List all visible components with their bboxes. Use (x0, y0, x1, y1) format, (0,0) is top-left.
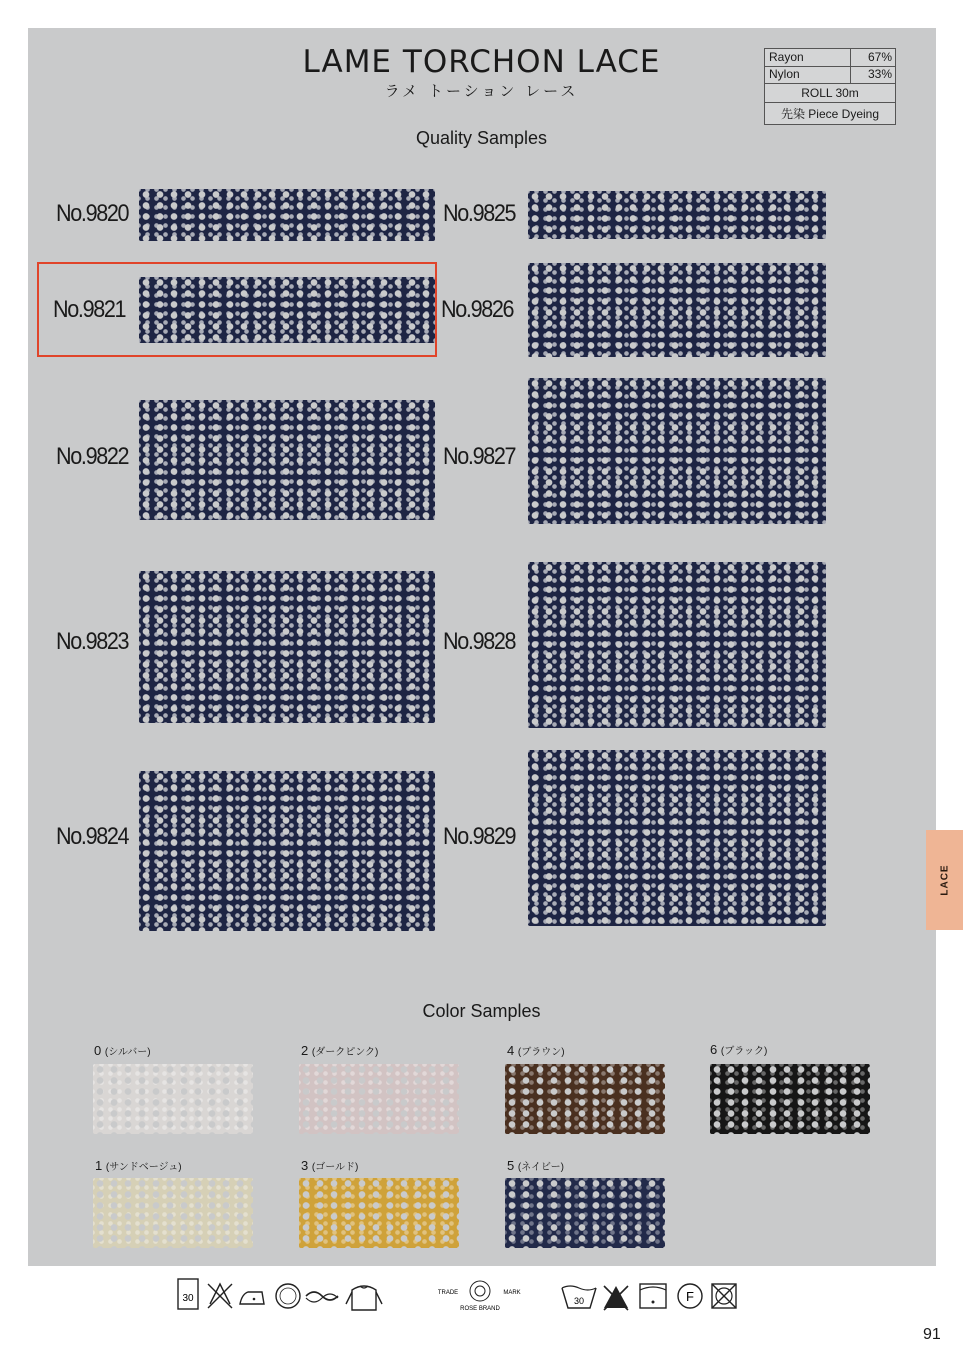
color-swatch-5 (505, 1178, 665, 1248)
lace-sample-9826 (528, 263, 826, 357)
color-name: (シルバー) (104, 1047, 151, 1058)
lace-sample-9823 (139, 571, 435, 723)
lace-sample-9821 (139, 277, 435, 343)
color-samples-heading: Color Samples (422, 1001, 541, 1021)
wash-30-tub-icon (562, 1286, 596, 1308)
brand-name: ROSE BRAND (460, 1306, 500, 1312)
sample-label-9821: No.9821 (53, 296, 126, 323)
color-name: (ブラウン) (517, 1047, 565, 1058)
fiber-percent: 33% (850, 66, 895, 83)
sample-label-9824: No.9824 (56, 823, 129, 850)
lace-sample-9822 (139, 400, 435, 520)
lace-sample-9824 (139, 771, 435, 931)
wash-30-icon (178, 1279, 198, 1309)
no-bleach-icon (208, 1284, 232, 1308)
dyeing-method: 先染 Piece Dyeing (780, 107, 880, 121)
color-number: 5 (507, 1158, 515, 1173)
fiber-name: Nylon (769, 67, 800, 81)
page-subtitle: ラメ トーション レース (384, 82, 579, 100)
fiber-percent: 67% (850, 49, 895, 66)
sample-label-9822: No.9822 (56, 443, 129, 470)
trademark-left: TRADE (437, 1290, 459, 1296)
sample-label-9829: No.9829 (443, 823, 516, 850)
color-swatch-0 (93, 1064, 253, 1134)
lace-sample-9828 (528, 562, 826, 728)
lace-sample-9827 (528, 378, 826, 524)
color-label-6 (710, 1042, 767, 1057)
color-label-5 (507, 1158, 564, 1173)
sample-label-9827: No.9827 (443, 443, 516, 470)
spec-table (764, 48, 896, 125)
page-title: LAME TORCHON LACE (302, 44, 661, 80)
color-swatch-1 (93, 1178, 253, 1248)
iron-low-icon (240, 1292, 264, 1304)
spec-row-roll (765, 84, 895, 103)
section-tab-lace (926, 830, 963, 930)
line-dry-icon (640, 1284, 666, 1308)
wash-temp: 30 (182, 1293, 194, 1304)
color-number: 2 (301, 1043, 309, 1058)
color-swatch-3 (299, 1178, 459, 1248)
roll-length: ROLL 30m (801, 86, 859, 100)
color-label-0 (94, 1043, 151, 1058)
dry-clean-letter: F (686, 1289, 694, 1304)
care-icons-right (560, 1276, 750, 1316)
color-label-4 (507, 1043, 565, 1058)
dry-clean-icon (276, 1284, 300, 1308)
color-name: (ネイビー) (517, 1162, 564, 1173)
sample-label-9820: No.9820 (56, 200, 129, 227)
lace-sample-9820 (139, 189, 435, 241)
spec-row-nylon (765, 66, 895, 84)
lace-sample-9829 (528, 750, 826, 926)
fiber-name: Rayon (769, 50, 804, 64)
no-tumble-dry-icon (712, 1284, 736, 1308)
color-number: 4 (507, 1043, 515, 1058)
color-label-1 (95, 1158, 182, 1173)
sample-label-9825: No.9825 (443, 200, 516, 227)
color-swatch-4 (505, 1064, 665, 1134)
tab-label: LACE (939, 864, 950, 896)
color-number: 3 (301, 1158, 309, 1173)
color-number: 1 (95, 1158, 103, 1173)
sample-label-9826: No.9826 (441, 296, 514, 323)
spec-row-rayon (765, 49, 895, 67)
color-label-3 (301, 1158, 358, 1173)
spec-row-dyeing (765, 103, 895, 124)
care-icons-left (176, 1276, 404, 1316)
page-number: 91 (923, 1326, 941, 1343)
color-swatch-6 (710, 1064, 870, 1134)
no-bleach-triangle-icon (604, 1286, 628, 1310)
color-name: (ブラック) (720, 1046, 768, 1057)
color-name: (サンドベージュ) (105, 1162, 182, 1173)
sample-label-9828: No.9828 (443, 628, 516, 655)
quality-samples-heading: Quality Samples (415, 128, 548, 148)
color-swatch-2 (299, 1064, 459, 1134)
color-name: (ダークピンク) (311, 1047, 379, 1058)
dry-clean-f-icon (678, 1284, 702, 1308)
sample-label-9823: No.9823 (56, 628, 129, 655)
wash-temp: 30 (573, 1296, 585, 1306)
color-number: 0 (94, 1043, 102, 1058)
trademark-right: MARK (503, 1290, 521, 1296)
hang-dry-icon (346, 1286, 382, 1310)
color-number: 6 (710, 1042, 718, 1057)
lace-sample-9825 (528, 191, 826, 239)
rose-brand-trademark-icon (430, 1276, 530, 1316)
color-label-2 (301, 1043, 378, 1058)
color-name: (ゴールド) (311, 1162, 359, 1173)
wring-gently-icon (306, 1292, 338, 1302)
